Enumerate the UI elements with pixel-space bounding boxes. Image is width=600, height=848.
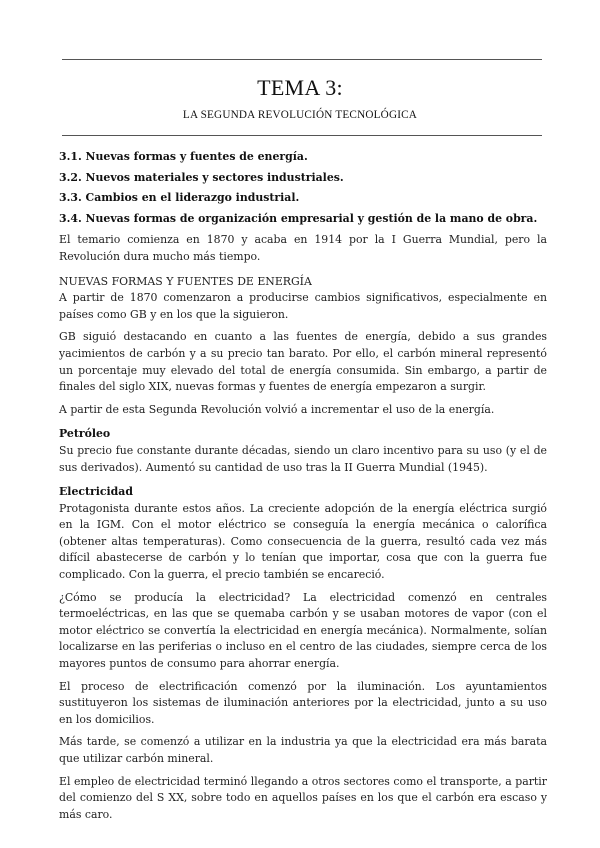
document-body [59, 145, 547, 823]
toc-item: 3.4. Nuevas formas de organización empresarial y gestión de la mano de obra. [59, 211, 538, 225]
page-subtitle: LA SEGUNDA REVOLUCIÓN TECNOLÓGICA [182, 109, 418, 121]
subsection-heading-electricidad: Electricidad [59, 485, 133, 499]
body-paragraph: A partir de 1870 comenzaron a producirse cambios significativos, especialmente en países como GB y en los que la siguieron. [59, 291, 547, 321]
top-rule [62, 59, 542, 60]
body-paragraph: Su precio fue constante durante décadas, siendo un claro incentivo para su uso (y el de sus derivados). Aumentó su cantidad de uso tras la II Guerra Mundial (1945). [59, 443, 547, 474]
body-paragraph: Más tarde, se comenzó a utilizar en la industria ya que la electricidad era más barata que utilizar carbón mineral. [59, 735, 547, 765]
body-paragraph: A partir de esta Segunda Revolución volvió a incrementar el uso de la energía. [59, 402, 495, 416]
body-paragraph: El empleo de electricidad terminó llegando a otros sectores como el transporte, a partir del comienzo del S XX, sobre todo en aquellos países en los que el carbón era escaso y más caro. [59, 774, 547, 821]
intro-paragraph: El temario comienza en 1870 y acaba en 1914 por la I Guerra Mundial, pero la Revolución dura mucho más tiempo. [59, 233, 547, 263]
toc-item: 3.3. Cambios en el liderazgo industrial. [59, 191, 300, 205]
body-paragraph: Protagonista durante estos años. La creciente adopción de la energía eléctrica surgió en la IGM. Con el motor eléctrico se conseguía la energía mecánica o calorífica (obtener altas temperaturas). Como consecuencia de la guerra, resultó cada vez más difícil abastecerse de carbón y lo tenían que importar, cosa que con la guerra fue complicado. Con la guerra, el precio también se encareció. [59, 501, 547, 582]
body-paragraph: El proceso de electrificación comenzó por la iluminación. Los ayuntamientos sustituyeron los sistemas de iluminación anteriores por la electricidad, junto a su uso en los domicilios. [59, 679, 547, 726]
toc-item: 3.2. Nuevos materiales y sectores industriales. [59, 170, 344, 184]
header-bottom-rule [62, 135, 542, 136]
subsection-heading-petroleo: Petróleo [59, 427, 111, 441]
body-paragraph: ¿Cómo se producía la electricidad? La electricidad comenzó en centrales termoeléctricas, en las que se quemaba carbón y se usaban motores de vapor (con el motor eléctrico se convertía la electricidad en energía mecánica). Normalmente, solían localizarse en las periferias o incluso en el centro de las ciudades, siempre cerca de los mayores puntos de consumo para ahorrar energía. [59, 590, 547, 671]
page-title: TEMA 3: [257, 75, 343, 100]
toc-item: 3.1. Nuevas formas y fuentes de energía. [59, 150, 308, 163]
body-paragraph: GB siguió destacando en cuanto a las fuentes de energía, debido a sus grandes yacimientos de carbón y a su precio tan barato. Por ello, el carbón mineral representó un porcentaje muy elevado del total de energía consumida. Sin embargo, a partir de finales del siglo XIX, nuevas formas y fuentes de energía empezaron a surgir. [59, 330, 547, 394]
section-heading: NUEVAS FORMAS Y FUENTES DE ENERGÍA [59, 274, 312, 288]
